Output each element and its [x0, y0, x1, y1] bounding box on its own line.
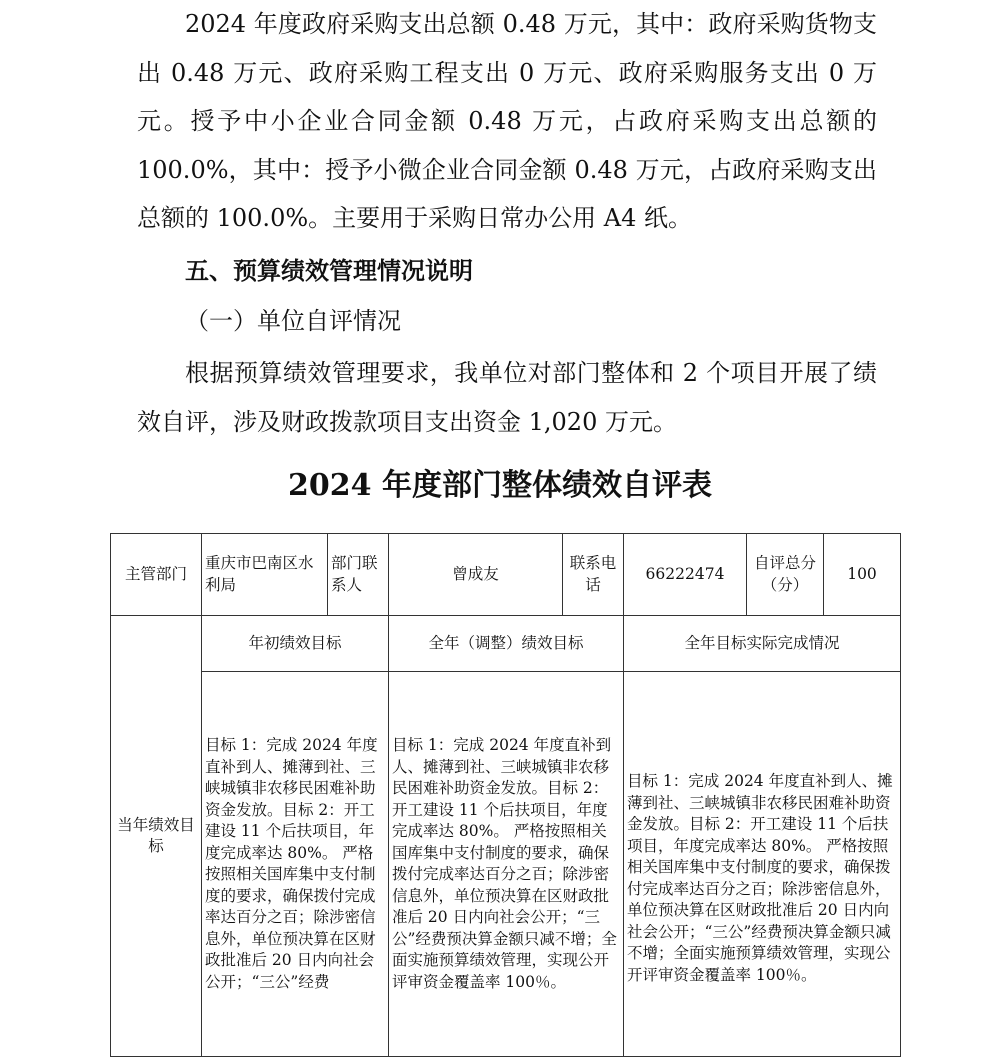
phone-label: 联系电话 [563, 534, 624, 616]
actual-completion-header: 全年目标实际完成情况 [624, 616, 901, 672]
table-row [111, 616, 901, 672]
dept-label: 主管部门 [111, 534, 202, 616]
contact-value: 曾成友 [389, 534, 563, 616]
actual-completion-text: 目标 1：完成 2024 年度直补到人、摊薄到社、三峡城镇非农移民困难补助资金发放。目标 2：开工建设 11 个后扶项目，年度完成率达 80%。 严格按照相关国库集中支付制度的要求，确保拨付完成率达百分之百；除涉密信息外，单位预决算在区财政批准后 20 日内向社会公开；“三公”经费预决算金额只减不增；全面实施预算绩效管理，实现公开评审资金覆盖率 100％。 [624, 672, 901, 1057]
score-value: 100 [824, 534, 901, 616]
self-evaluation-paragraph: 根据预算绩效管理要求，我单位对部门整体和 2 个项目开展了绩效自评，涉及财政拨款项目支出资金 1,020 万元。 [137, 359, 877, 436]
contact-label: 部门联系人 [328, 534, 389, 616]
section-heading: 五、预算绩效管理情况说明 [185, 257, 473, 285]
initial-goal-header: 年初绩效目标 [202, 616, 389, 672]
goal-row-label: 当年绩效目标 [111, 616, 202, 1057]
dept-value: 重庆市巴南区水利局 [202, 534, 328, 616]
evaluation-table [110, 533, 901, 1057]
table-row [111, 534, 901, 616]
adjusted-goal-header: 全年（调整）绩效目标 [389, 616, 624, 672]
adjusted-goal-text: 目标 1：完成 2024 年度直补到人、摊薄到社、三峡城镇非农移民困难补助资金发放。目标 2：开工建设 11 个后扶项目，年度完成率达 80%。 严格按照相关国库集中支付制度的要求，确保拨付完成率达百分之百；除涉密信息外，单位预决算在区财政批准后 20 日内向社会公开；“三公”经费预决算金额只减不增；全面实施预算绩效管理，实现公开评审资金覆盖率 100％。 [389, 672, 624, 1057]
procurement-paragraph: 2024 年度政府采购支出总额 0.48 万元，其中：政府采购货物支出 0.48 万元、政府采购工程支出 0 万元、政府采购服务支出 0 万元。授予中小企业合同金额 0.48 万元，占政府采购支出总额的 100.0%，其中：授予小微企业合同金额 0.48 万元，占政府采购支出总额的 100.0%。主要用于采购日常办公用 A4 纸。 [137, 10, 877, 232]
subsection-heading: （一）单位自评情况 [185, 307, 401, 335]
initial-goal-text: 目标 1：完成 2024 年度直补到人、摊薄到社、三峡城镇非农移民困难补助资金发放。目标 2：开工建设 11 个后扶项目，年度完成率达 80%。 严格按照相关国库集中支付制度的要求，确保拨付完成率达百分之百；除涉密信息外，单位预决算在区财政批准后 20 日内向社会公开；“三公”经费 [202, 672, 389, 1057]
table-title: 2024 年度部门整体绩效自评表 [288, 468, 712, 503]
table-row [111, 672, 901, 1057]
score-label: 自评总分（分） [747, 534, 824, 616]
phone-value: 66222474 [624, 534, 747, 616]
